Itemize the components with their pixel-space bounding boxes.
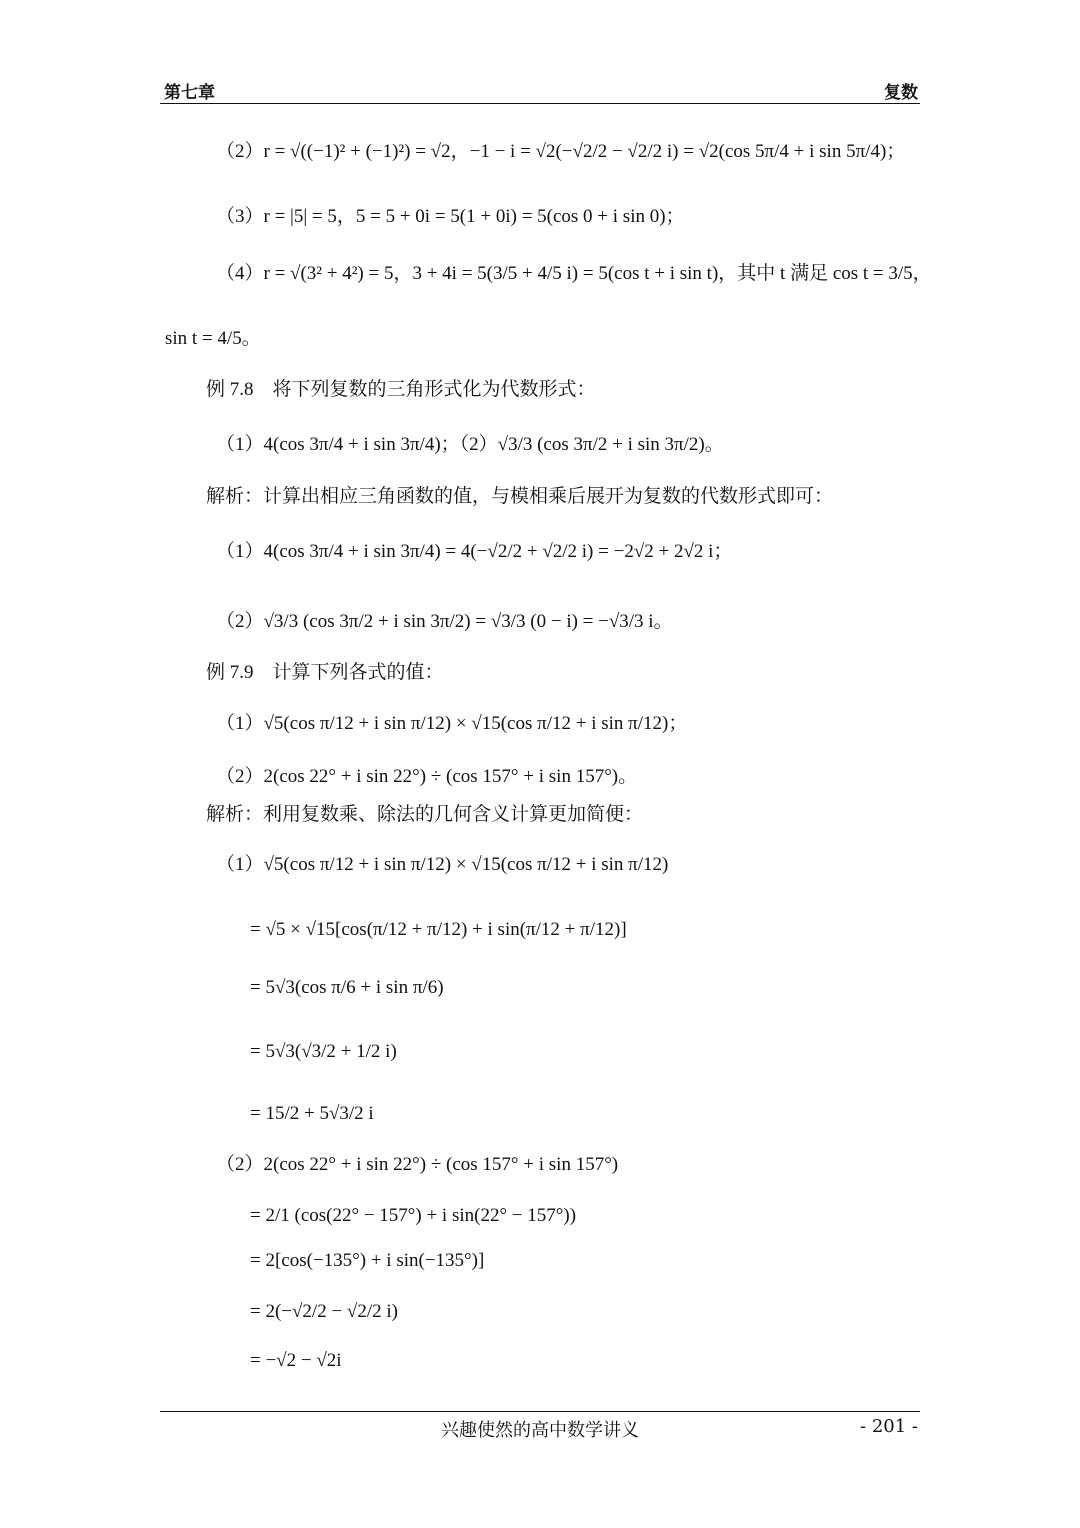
page-header-right: 复数 xyxy=(884,83,918,103)
text-line-l07: 解析：计算出相应三角函数的值，与模相乘后展开为复数的代数形式即可： xyxy=(206,486,834,507)
footer-book-title: 兴趣使然的高中数学讲义 xyxy=(441,1420,639,1441)
text-line-l03: （4）r = √(3² + 4²) = 5，3 + 4i = 5(3/5 + 4/5 i) = 5(cos t + i sin t)，其中 t 满足 cos t = 3/5， xyxy=(216,263,932,284)
text-line-l19: （2）2(cos 22° + i sin 22°) ÷ (cos 157° + i sin 157°) xyxy=(216,1154,619,1175)
text-line-l05: 例 7.8 将下列复数的三角形式化为代数形式： xyxy=(206,379,596,400)
text-line-l14: （1）√5(cos π/12 + i sin π/12) × √15(cos π/12 + i sin π/12) xyxy=(216,854,669,875)
text-line-l21: = 2[cos(−135°) + i sin(−135°)] xyxy=(250,1250,485,1271)
text-line-l20: = 2/1 (cos(22° − 157°) + i sin(22° − 157°)) xyxy=(250,1205,577,1226)
text-line-l17: = 5√3(√3/2 + 1/2 i) xyxy=(250,1041,397,1062)
text-line-l23: = −√2 − √2i xyxy=(250,1350,342,1371)
text-line-l04: sin t = 4/5。 xyxy=(165,328,261,349)
page-header-left: 第七章 xyxy=(164,83,215,103)
text-line-l06: （1）4(cos 3π/4 + i sin 3π/4)；（2）√3/3 (cos 3π/2 + i sin 3π/2)。 xyxy=(216,434,724,455)
text-line-l11: （1）√5(cos π/12 + i sin π/12) × √15(cos π/12 + i sin π/12)； xyxy=(216,713,688,734)
text-line-l01: （2）r = √((−1)² + (−1)²) = √2，−1 − i = √2(−√2/2 − √2/2 i) = √2(cos 5π/4 + i sin 5π/4)； xyxy=(216,141,906,162)
text-line-l12: （2）2(cos 22° + i sin 22°) ÷ (cos 157° + i sin 157°)。 xyxy=(216,766,638,787)
text-line-l09: （2）√3/3 (cos 3π/2 + i sin 3π/2) = √3/3 (0 − i) = −√3/3 i。 xyxy=(216,611,673,632)
text-line-l15: = √5 × √15[cos(π/12 + π/12) + i sin(π/12 + π/12)] xyxy=(250,919,627,940)
text-line-l02: （3）r = |5| = 5，5 = 5 + 0i = 5(1 + 0i) = 5(cos 0 + i sin 0)； xyxy=(216,206,685,227)
text-line-l08: （1）4(cos 3π/4 + i sin 3π/4) = 4(−√2/2 + √2/2 i) = −2√2 + 2√2 i； xyxy=(216,541,733,562)
text-line-l22: = 2(−√2/2 − √2/2 i) xyxy=(250,1301,398,1322)
header-rule xyxy=(160,103,920,104)
text-line-l16: = 5√3(cos π/6 + i sin π/6) xyxy=(250,977,444,998)
text-line-l18: = 15/2 + 5√3/2 i xyxy=(250,1103,374,1124)
footer-rule xyxy=(160,1411,920,1412)
footer-page-number: - 201 - xyxy=(860,1416,918,1437)
text-line-l13: 解析：利用复数乘、除法的几何含义计算更加简便： xyxy=(206,804,644,825)
text-line-l10: 例 7.9 计算下列各式的值： xyxy=(206,662,444,683)
